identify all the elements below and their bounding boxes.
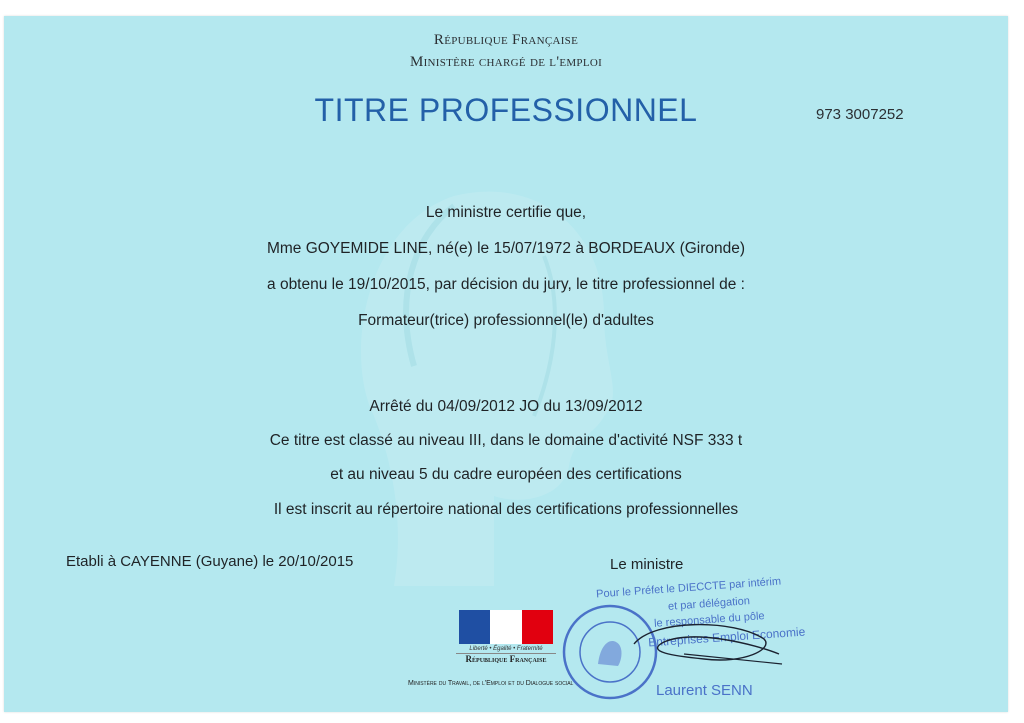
signer-name: Laurent SENN bbox=[656, 682, 753, 699]
stamp-line-2: et par délégation bbox=[667, 595, 751, 613]
title-name: Formateur(trice) professionnel(le) d'adultes bbox=[358, 312, 654, 329]
republique-francaise-logo bbox=[456, 610, 556, 670]
header-republic: République Française bbox=[433, 32, 579, 48]
certify-intro: Le ministre certifie que, bbox=[425, 204, 587, 221]
issued-place-date: Etabli à CAYENNE (Guyane) le 20/10/2015 bbox=[66, 553, 354, 570]
header-ministry: Ministère chargé de l'emploi bbox=[409, 54, 603, 70]
level-classification: Ce titre est classé au niveau III, dans le domaine d'activité NSF 333 t bbox=[269, 432, 743, 449]
minister-label: Le ministre bbox=[610, 556, 684, 573]
registry-statement: Il est inscrit au répertoire national des certifications professionnelles bbox=[273, 501, 739, 518]
stamp-line-1: Pour le Préfet le DIECCTE par intérim bbox=[595, 575, 782, 601]
marianne-watermark bbox=[304, 166, 664, 596]
holder-identity: Mme GOYEMIDE LINE, né(e) le 15/07/1972 à BORDEAUX (Gironde) bbox=[266, 240, 746, 257]
certificate-number: 973 3007252 bbox=[816, 106, 904, 123]
european-level: et au niveau 5 du cadre européen des certifications bbox=[330, 466, 682, 483]
flag-icon bbox=[459, 610, 553, 644]
logo-name: République Française bbox=[456, 653, 556, 664]
logo-motto: Liberté • Égalité • Fraternité bbox=[469, 646, 543, 652]
obtained-statement: a obtenu le 19/10/2015, par décision du jury, le titre professionnel de : bbox=[267, 276, 745, 293]
document-title: TITRE PROFESSIONNEL bbox=[314, 92, 698, 128]
certificate bbox=[4, 16, 1008, 712]
handwritten-signature-icon bbox=[624, 614, 784, 674]
decree-reference: Arrêté du 04/09/2012 JO du 13/09/2012 bbox=[369, 398, 643, 415]
stamp-line-3: le responsable du pôle bbox=[653, 610, 765, 630]
ministry-footer: Ministère du Travail, de l'Emploi et du Dialogue social bbox=[408, 680, 574, 687]
stamp-line-4: Entreprises Emploi Economie bbox=[647, 624, 806, 650]
